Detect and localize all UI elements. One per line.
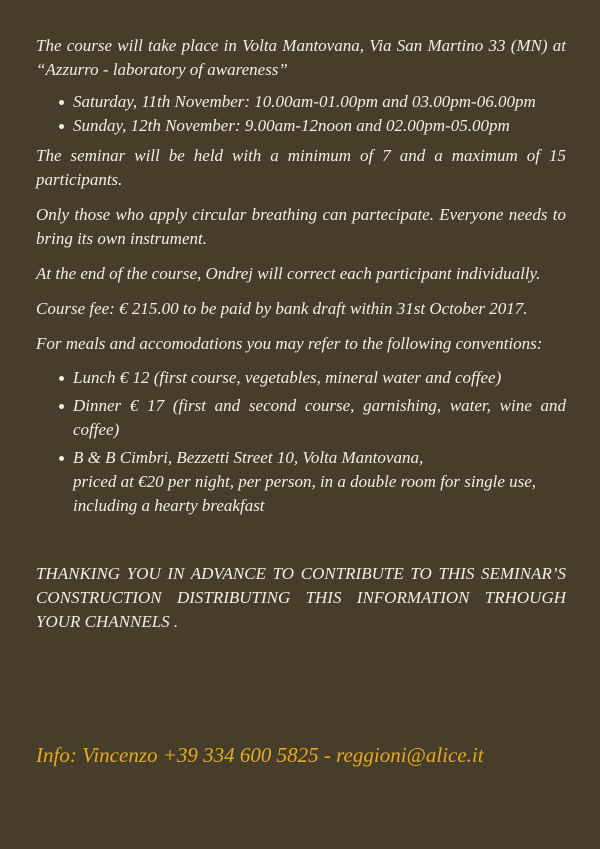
schedule-item-sunday: Sunday, 12th November: 9.00am-12noon and 02.00pm-05.00pm bbox=[36, 114, 566, 138]
intro-paragraph: The course will take place in Volta Mantovana, Via San Martino 33 (MN) at “Azzurro - laboratory of awareness” bbox=[36, 36, 566, 79]
participants-paragraph: The seminar will be held with a minimum of 7 and a maximum of 15 participants. bbox=[36, 146, 566, 189]
convention-dinner: Dinner € 17 (first and second course, garnishing, water, wine and coffee) bbox=[36, 394, 566, 442]
bb-address: B & B Cimbri, Bezzetti Street 10, Volta Mantovana, bbox=[73, 448, 424, 467]
conventions-list bbox=[36, 366, 566, 518]
schedule-list bbox=[36, 90, 566, 138]
fee-paragraph: Course fee: € 215.00 to be paid by bank draft within 31st October 2017. bbox=[36, 299, 528, 318]
convention-bb bbox=[36, 446, 566, 518]
schedule-item-saturday: Saturday, 11th November: 10.00am-01.00pm and 03.00pm-06.00pm bbox=[36, 90, 566, 114]
meals-intro-paragraph: For meals and accomodations you may refer to the following conventions: bbox=[36, 334, 543, 353]
bb-price: priced at €20 per night, per person, in a double room for single use, including a hearty breakfast bbox=[73, 472, 537, 515]
convention-lunch: Lunch € 12 (first course, vegetables, mineral water and coffee) bbox=[36, 366, 566, 390]
info-contact: Info: Vincenzo +39 334 600 5825 - reggioni@alice.it bbox=[36, 743, 484, 767]
correction-paragraph: At the end of the course, Ondrej will correct each participant individually. bbox=[36, 264, 541, 283]
requirement-paragraph: Only those who apply circular breathing can partecipate. Everyone needs to bring its own instrument. bbox=[36, 205, 566, 248]
thanks-paragraph: THANKING YOU IN ADVANCE TO CONTRIBUTE TO THIS SEMINAR’S CONSTRUCTION DISTRIBUTING THIS INFORMATION TRHOUGH YOUR CHANNELS . bbox=[36, 564, 566, 631]
